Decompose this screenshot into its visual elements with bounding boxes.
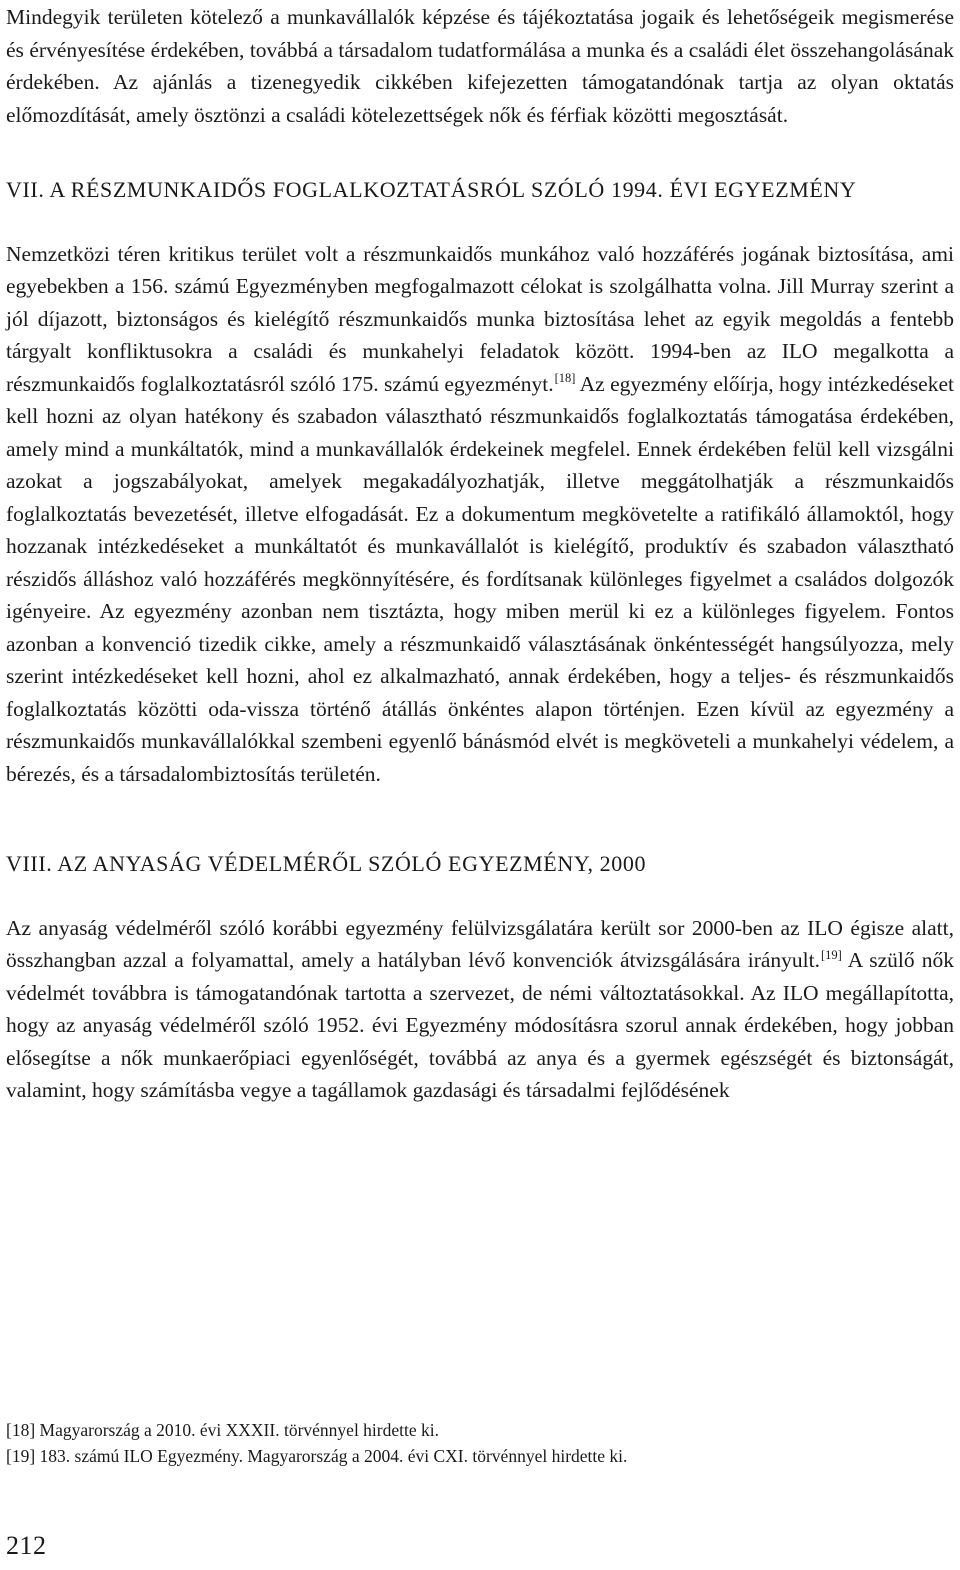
section-vii-paragraph	[6, 238, 954, 791]
footnote-18: [18] Magyarország a 2010. évi XXXII. törvénnyel hirdette ki.	[6, 1420, 439, 1440]
footnote-19: [19] 183. számú ILO Egyezmény. Magyarország a 2004. évi CXI. törvénnyel hirdette ki.	[6, 1446, 628, 1466]
intro-paragraph: Mindegyik területen kötelező a munkavállalók képzése és tájékoztatása jogaik és lehetőségeik megismerése és érvényesítése érdekében, továbbá a társadalom tudatformálása a munka és a családi élet összehangolásának érdekében. Az ajánlás a tizenegyedik cikkében kifejezetten támogatandónak tartja az olyan oktatás előmozdítását, amely ösztönzi a családi kötelezettségek nők és férfiak közötti megosztását.	[6, 5, 954, 127]
section-vii-heading: VII. A RÉSZMUNKAIDŐS FOGLALKOZTATÁSRÓL SZÓLÓ 1994. ÉVI EGYEZMÉNY	[6, 177, 857, 202]
section-viii-heading: VIII. AZ ANYASÁG VÉDELMÉRŐL SZÓLÓ EGYEZMÉNY, 2000	[6, 851, 647, 876]
footnote-ref-19[interactable]: [19]	[820, 947, 842, 962]
page-number: 212	[6, 1531, 47, 1560]
section-vii-text-part2: Az egyezmény előírja, hogy intézkedéseket kell hozni az olyan hatékony és szabadon választható részmunkaidős foglalkoztatás támogatása érdekében, amely mind a munkáltatók, mind a munkavállalók érdekeinek megfelel. Ennek érdekében felül kell vizsgálni azokat a jogszabályokat, amelyek megakadályozhatják, illetve meggátolhatják a részmunkaidős foglalkoztatás bevezetését, illetve elfogadását. Ez a dokumentum megkövetelte a ratifikáló államoktól, hogy hozzanak intézkedéseket a munkáltatót és munkavállalót is kielégítő, produktív és szabadon választható részidős álláshoz való hozzáférés megkönnyítésére, és fordítsanak különleges figyelmet a családos dolgozók igényeire. Az egyezmény azonban nem tisztázta, hogy miben merül ki ez a különleges figyelem. Fontos azonban a konvenció tizedik cikke, amely a részmunkaidő választásának önkéntességét hangsúlyozza, mely szerint intézkedéseket kell hozni, ahol ez alkalmazható, annak érdekében, hogy a teljes- és részmunkaidős foglalkoztatás közötti oda-vissza történő átállás önkéntes alapon történjen. Ezen kívül az egyezmény a részmunkaidős munkavállalókkal szembeni egyenlő bánásmód elvét is megköveteli a munkahelyi védelem, a bérezés, és a társadalombiztosítás területén.	[6, 371, 954, 786]
section-viii-text-part1: Az anyaság védelméről szóló korábbi egyezmény felülvizsgálatára került sor 2000-ben az ILO égisze alatt, összhangban azzal a folyamattal, amely a hatályban lévő konvenciók átvizsgálására irányult.	[6, 915, 954, 972]
section-vii-text-part1: Nemzetközi téren kritikus terület volt a részmunkaidős munkához való hozzáférés jogának biztosítása, ami egyebekben a 156. számú Egyezményben megfogalmazott célokat is szolgálhatta volna. Jill Murray szerint a jól díjazott, biztonságos és kielégítő részmunkaidős munka biztosítása lehet az egyik megoldás a fentebb tárgyalt konfliktusokra a családi és munkahelyi feladatok között. 1994-ben az ILO megalkotta a részmunkaidős foglalkoztatásról szóló 175. számú egyezményt.	[6, 241, 954, 396]
footnotes	[6, 1417, 954, 1469]
footnote-ref-18[interactable]: [18]	[554, 371, 576, 385]
section-viii-text-part2: A szülő nők védelmét továbbra is támogatandónak tartotta a szervezet, de némi változtatásokkal. Az ILO megállapította, hogy az anyaság védelméről szóló 1952. évi Egyezmény módosításra szorul annak érdekében, hogy jobban elősegítse a nők munkaerőpiaci egyenlőségét, továbbá az anya és a gyermek egészségét és biztonságát, valamint, hogy számításba vegye a tagállamok gazdasági és társadalmi fejlődésének	[6, 948, 954, 1102]
page-body	[6, 0, 954, 1107]
section-viii-paragraph	[6, 912, 954, 1107]
